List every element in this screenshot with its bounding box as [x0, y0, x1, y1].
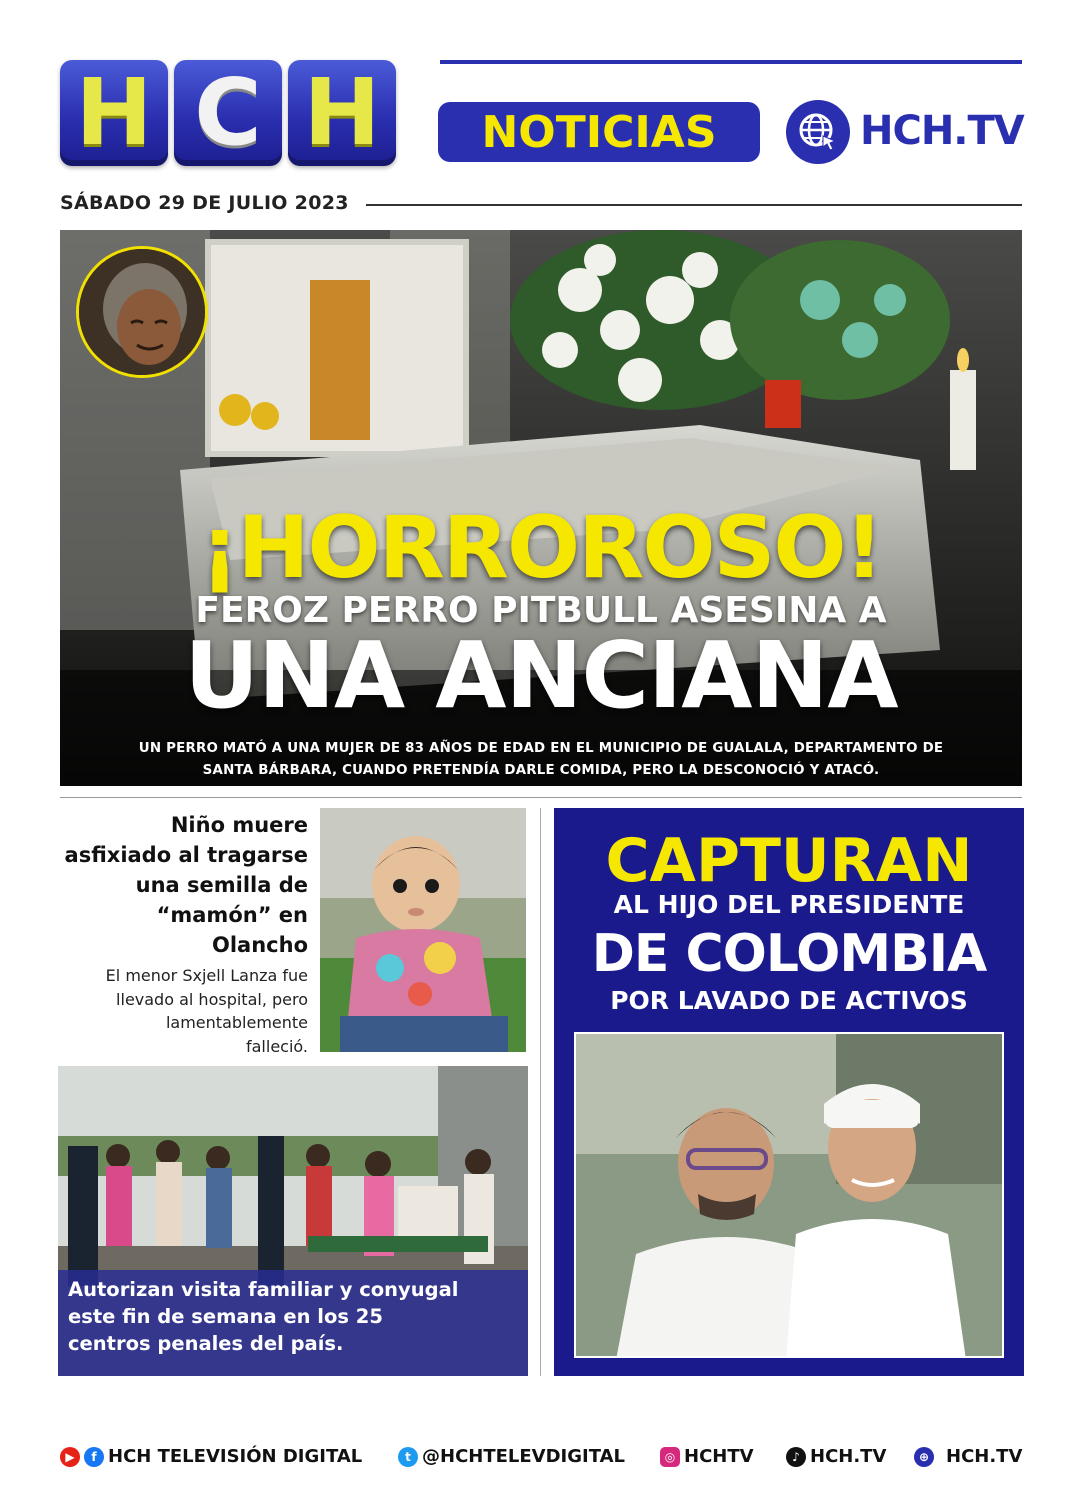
story1-body-line: El menor Sxjell Lanza fue — [105, 966, 308, 985]
victim-avatar — [76, 246, 208, 378]
date-rule — [366, 204, 1022, 206]
child-photo[interactable] — [320, 808, 526, 1052]
hero-story[interactable] — [60, 230, 1022, 786]
twitter-icon: t — [398, 1447, 418, 1467]
column-divider — [540, 808, 541, 1376]
footer-instagram[interactable] — [660, 1446, 754, 1467]
globe-cursor-icon — [786, 100, 850, 164]
story3-line2: AL HIJO DEL PRESIDENTE — [613, 890, 965, 919]
story1-body-line: lamentablemente — [165, 1013, 308, 1032]
story1-headline[interactable] — [40, 810, 308, 960]
story3-line3: DE COLOMBIA — [591, 924, 987, 984]
story2-caption-line: centros penales del país. — [68, 1332, 344, 1355]
story1-headline-line: Niño muere — [170, 813, 308, 837]
globe-icon: ⊕ — [914, 1447, 934, 1467]
story1-body — [50, 964, 308, 1058]
footer-facebook-label: HCH TELEVISIÓN DIGITAL — [108, 1446, 363, 1467]
footer-twitter[interactable] — [398, 1446, 625, 1467]
footer-web-label: HCH.TV — [946, 1446, 1023, 1467]
header-top-rule — [440, 60, 1022, 64]
hero-subtitle-big: UNA ANCIANA — [184, 622, 898, 729]
president-son-photo — [574, 1032, 1004, 1358]
footer-facebook-youtube[interactable] — [60, 1446, 362, 1467]
story2-caption-line: este fin de semana en los 25 — [68, 1305, 383, 1328]
facebook-icon: f — [84, 1447, 104, 1467]
logo-letter-h2: H — [288, 60, 396, 166]
social-footer — [60, 1446, 1022, 1476]
hero-subtitle: FEROZ PERRO PITBULL ASESINA A — [195, 590, 887, 631]
story1-headline-line: una semilla de — [135, 873, 308, 897]
hero-headline: ¡HORROROSO! — [200, 498, 882, 598]
hero-description — [90, 738, 992, 782]
story1-body-line: falleció. — [245, 1036, 308, 1056]
story2-caption[interactable] — [58, 1270, 528, 1376]
logo-letter-c: C — [174, 60, 282, 166]
story3-line4: POR LAVADO DE ACTIVOS — [610, 986, 968, 1015]
instagram-icon: ◎ — [660, 1447, 680, 1467]
hero-description-line: SANTA BÁRBARA, CUANDO PRETENDÍA DARLE COMIDA, PERO LA DESCONOCIÓ Y ATACÓ. — [202, 763, 880, 778]
hch-logo[interactable] — [60, 60, 396, 166]
logo-letter-h1: H — [60, 60, 168, 166]
hero-description-line: UN PERRO MATÓ A UNA MUJER DE 83 AÑOS DE EDAD EN EL MUNICIPIO DE GUALALA, DEPARTAMENTO DE — [138, 741, 944, 756]
story2-caption-line: Autorizan visita familiar y conyugal — [68, 1278, 459, 1301]
story3-panel[interactable] — [554, 808, 1024, 1376]
section-divider — [60, 797, 1022, 798]
site-link[interactable]: HCH.TV — [860, 108, 1024, 154]
story1-headline-line: asfixiado al tragarse — [64, 843, 308, 867]
story1-headline-line: “mamón” en — [156, 903, 308, 927]
footer-tiktok-label: HCH.TV — [810, 1446, 887, 1467]
footer-web[interactable] — [914, 1446, 1022, 1467]
story3-title: CAPTURAN — [605, 826, 973, 896]
footer-twitter-label: @HCHTELEVDIGITAL — [422, 1446, 626, 1467]
footer-tiktok[interactable] — [786, 1446, 886, 1467]
story1-body-line: llevado al hospital, pero — [116, 989, 308, 1009]
story1-headline-line: Olancho — [212, 933, 308, 957]
section-label: NOTICIAS — [438, 102, 760, 162]
tiktok-icon: ♪ — [786, 1447, 806, 1467]
footer-instagram-label: HCHTV — [684, 1446, 754, 1467]
youtube-icon: ▶ — [60, 1447, 80, 1467]
issue-date: SÁBADO 29 DE JULIO 2023 — [60, 192, 349, 214]
